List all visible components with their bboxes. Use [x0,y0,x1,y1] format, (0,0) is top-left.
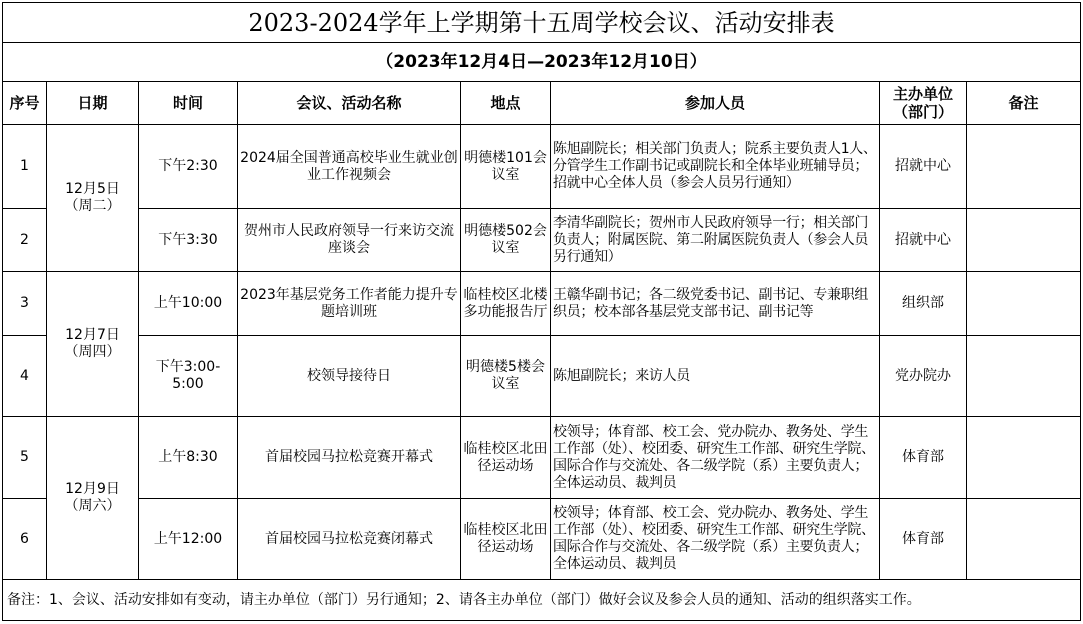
cell-time: 下午3:00-5:00 [139,336,238,417]
table-row [3,499,1081,580]
header-date: 日期 [47,82,139,125]
header-host: 主办单位（部门） [880,82,967,125]
cell-name: 首届校园马拉松竞赛开幕式 [238,417,461,499]
cell-place: 临桂校区北田径运动场 [461,417,551,499]
cell-time: 下午2:30 [139,125,238,209]
cell-seq: 6 [3,499,47,580]
cell-name: 首届校园马拉松竞赛闭幕式 [238,499,461,580]
date-weekday: （周四） [64,344,121,360]
header-place: 地点 [461,82,551,125]
cell-name: 贺州市人民政府领导一行来访交流座谈会 [238,209,461,272]
cell-remark [967,417,1081,499]
table-row [3,336,1081,417]
cell-host: 招就中心 [880,125,967,209]
cell-participants: 王赣华副书记；各二级党委书记、副书记、专兼职组织员；校本部各基层党支部书记、副书记等 [551,272,880,336]
cell-host: 体育部 [880,499,967,580]
cell-time: 上午10:00 [139,272,238,336]
cell-seq: 5 [3,417,47,499]
cell-place: 明德楼502会议室 [461,209,551,272]
cell-date [47,272,139,417]
cell-participants: 陈旭副院长；来访人员 [551,336,880,417]
date-weekday: （周六） [64,498,121,514]
table-row [3,209,1081,272]
date-range-subtitle: （2023年12月4日—2023年12月10日） [3,43,1081,82]
cell-place: 临桂校区北田径运动场 [461,499,551,580]
cell-seq: 1 [3,125,47,209]
cell-seq: 3 [3,272,47,336]
table-row [3,417,1081,499]
cell-remark [967,125,1081,209]
page-title: 2023-2024学年上学期第十五周学校会议、活动安排表 [3,3,1081,43]
cell-host: 组织部 [880,272,967,336]
schedule-table [2,2,1081,621]
cell-place: 明德楼5楼会议室 [461,336,551,417]
date-weekday: （周二） [64,198,121,214]
cell-date [47,417,139,580]
cell-host: 党办院办 [880,336,967,417]
footnote: 备注：1、会议、活动安排如有变动，请主办单位（部门）另行通知；2、请各主办单位（部门）做好会议及参会人员的通知、活动的组织落实工作。 [3,580,1081,621]
cell-remark [967,272,1081,336]
cell-time: 下午3:30 [139,209,238,272]
date-day: 12月7日 [65,327,120,343]
cell-remark [967,499,1081,580]
cell-name: 2024届全国普通高校毕业生就业创业工作视频会 [238,125,461,209]
date-day: 12月5日 [65,181,120,197]
cell-participants: 李清华副院长；贺州市人民政府领导一行；相关部门负责人；附属医院、第二附属医院负责人（参会人员另行通知） [551,209,880,272]
cell-remark [967,209,1081,272]
cell-seq: 4 [3,336,47,417]
header-name: 会议、活动名称 [238,82,461,125]
header-participants: 参加人员 [551,82,880,125]
cell-time: 上午12:00 [139,499,238,580]
cell-host: 体育部 [880,417,967,499]
cell-participants: 校领导；体育部、校工会、党办院办、教务处、学生工作部（处）、校团委、研究生工作部、研究生学院、国际合作与交流处、各二级学院（系）主要负责人；全体运动员、裁判员 [551,499,880,580]
table-row [3,272,1081,336]
table-row [3,125,1081,209]
header-row [3,82,1081,125]
cell-participants: 校领导；体育部、校工会、党办院办、教务处、学生工作部（处）、校团委、研究生工作部、研究生学院、国际合作与交流处、各二级学院（系）主要负责人；全体运动员、裁判员 [551,417,880,499]
date-day: 12月9日 [65,481,120,497]
cell-remark [967,336,1081,417]
cell-place: 明德楼101会议室 [461,125,551,209]
cell-time: 上午8:30 [139,417,238,499]
cell-host: 招就中心 [880,209,967,272]
header-time: 时间 [139,82,238,125]
cell-name: 校领导接待日 [238,336,461,417]
header-remark: 备注 [967,82,1081,125]
cell-participants: 陈旭副院长；相关部门负责人；院系主要负责人1人、分管学生工作副书记或副院长和全体毕业班辅导员；招就中心全体人员（参会人员另行通知） [551,125,880,209]
cell-seq: 2 [3,209,47,272]
cell-name: 2023年基层党务工作者能力提升专题培训班 [238,272,461,336]
cell-place: 临桂校区北楼多功能报告厅 [461,272,551,336]
header-seq: 序号 [3,82,47,125]
cell-date [47,125,139,272]
